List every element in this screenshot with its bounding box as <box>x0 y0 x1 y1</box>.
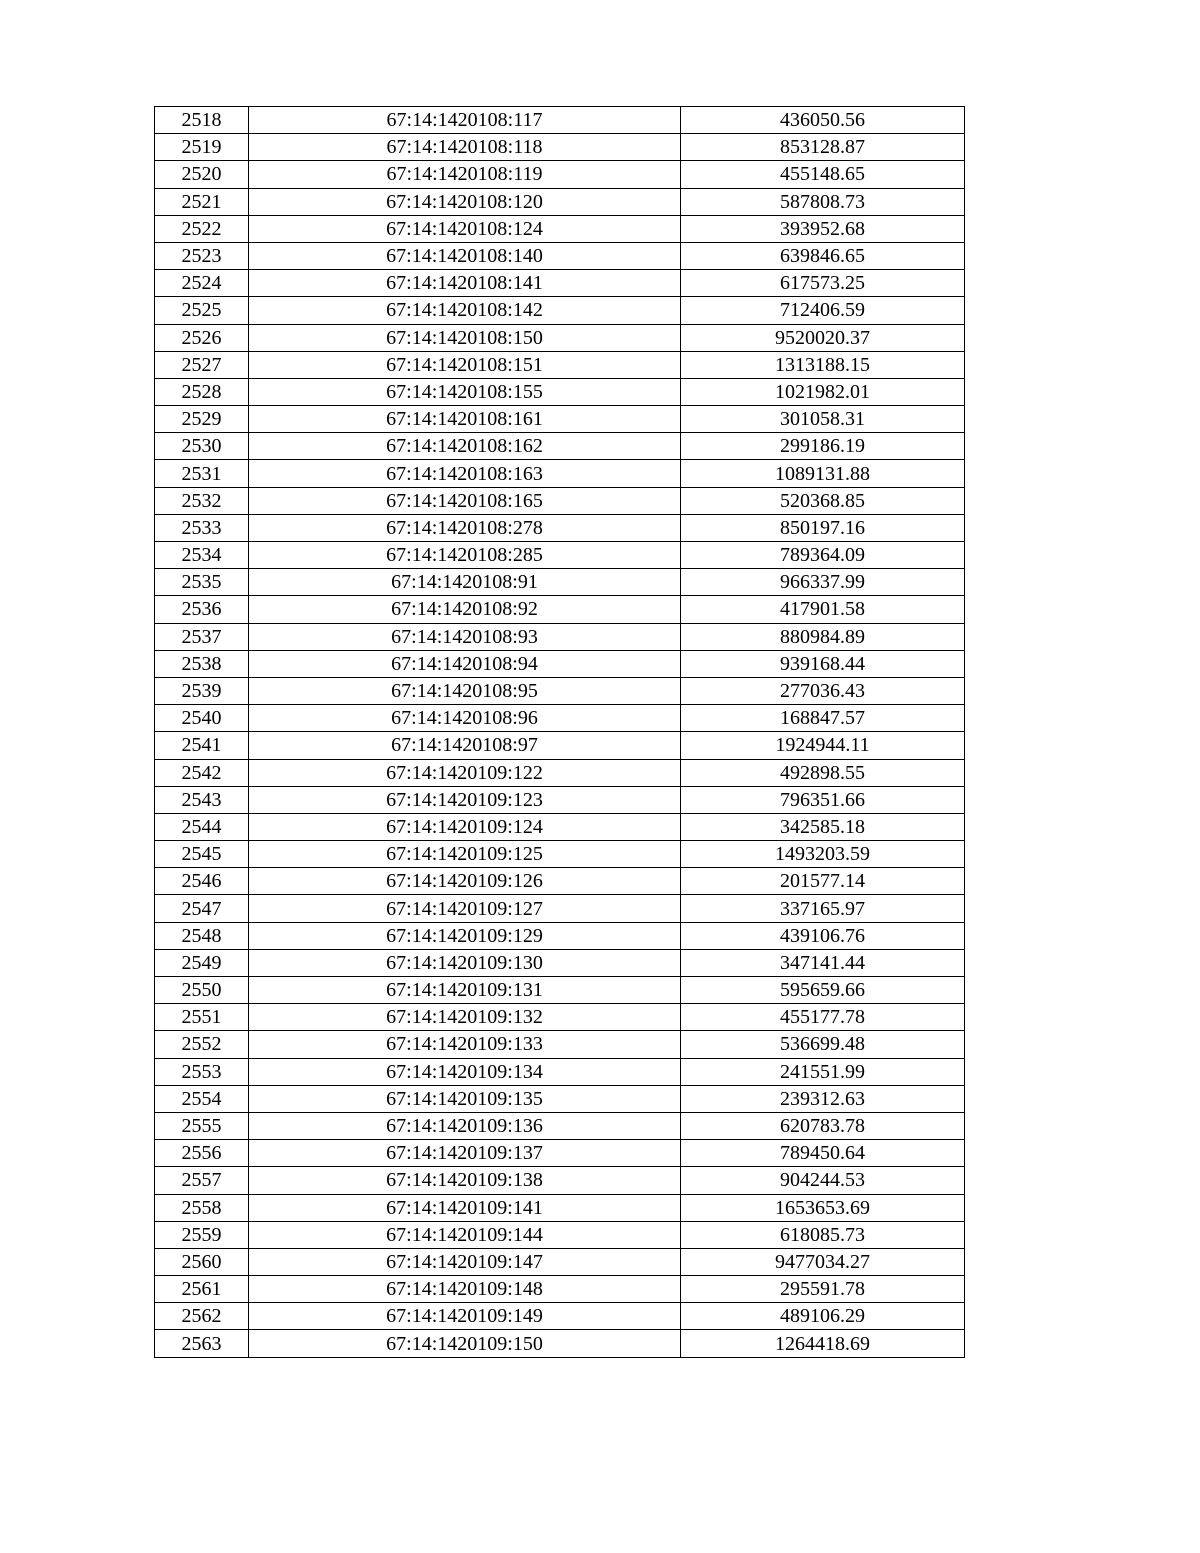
cadastral-number-cell: 67:14:1420108:118 <box>249 134 681 161</box>
value-cell: 789364.09 <box>681 542 965 569</box>
cadastral-number-cell: 67:14:1420109:133 <box>249 1031 681 1058</box>
cadastral-number-cell: 67:14:1420109:134 <box>249 1058 681 1085</box>
value-cell: 9477034.27 <box>681 1248 965 1275</box>
value-cell: 168847.57 <box>681 705 965 732</box>
cadastral-number-cell: 67:14:1420108:96 <box>249 705 681 732</box>
table-row <box>155 623 965 650</box>
value-cell: 239312.63 <box>681 1085 965 1112</box>
cadastral-number-cell: 67:14:1420108:93 <box>249 623 681 650</box>
value-cell: 492898.55 <box>681 759 965 786</box>
row-number-cell: 2557 <box>155 1167 249 1194</box>
value-cell: 595659.66 <box>681 977 965 1004</box>
cadastral-number-cell: 67:14:1420108:120 <box>249 188 681 215</box>
table-row <box>155 569 965 596</box>
row-number-cell: 2550 <box>155 977 249 1004</box>
cadastral-number-cell: 67:14:1420109:138 <box>249 1167 681 1194</box>
value-cell: 455177.78 <box>681 1004 965 1031</box>
value-cell: 520368.85 <box>681 487 965 514</box>
table-row <box>155 868 965 895</box>
row-number-cell: 2521 <box>155 188 249 215</box>
row-number-cell: 2537 <box>155 623 249 650</box>
row-number-cell: 2519 <box>155 134 249 161</box>
value-cell: 853128.87 <box>681 134 965 161</box>
cadastral-number-cell: 67:14:1420108:140 <box>249 242 681 269</box>
value-cell: 241551.99 <box>681 1058 965 1085</box>
row-number-cell: 2530 <box>155 433 249 460</box>
table-row <box>155 1194 965 1221</box>
cadastral-number-cell: 67:14:1420108:285 <box>249 542 681 569</box>
table-row <box>155 977 965 1004</box>
value-cell: 1021982.01 <box>681 378 965 405</box>
cadastral-number-cell: 67:14:1420109:132 <box>249 1004 681 1031</box>
table-row <box>155 1167 965 1194</box>
value-cell: 880984.89 <box>681 623 965 650</box>
table-row <box>155 922 965 949</box>
value-cell: 904244.53 <box>681 1167 965 1194</box>
value-cell: 1089131.88 <box>681 460 965 487</box>
row-number-cell: 2556 <box>155 1140 249 1167</box>
row-number-cell: 2540 <box>155 705 249 732</box>
table-row <box>155 107 965 134</box>
table-row <box>155 786 965 813</box>
row-number-cell: 2535 <box>155 569 249 596</box>
value-cell: 789450.64 <box>681 1140 965 1167</box>
cadastral-number-cell: 67:14:1420108:92 <box>249 596 681 623</box>
row-number-cell: 2531 <box>155 460 249 487</box>
value-cell: 1924944.11 <box>681 732 965 759</box>
row-number-cell: 2543 <box>155 786 249 813</box>
cadastral-number-cell: 67:14:1420109:148 <box>249 1276 681 1303</box>
cadastral-number-cell: 67:14:1420108:163 <box>249 460 681 487</box>
table-row <box>155 406 965 433</box>
table-row <box>155 433 965 460</box>
row-number-cell: 2534 <box>155 542 249 569</box>
table-row <box>155 732 965 759</box>
table-row <box>155 351 965 378</box>
table-row <box>155 759 965 786</box>
cadastral-number-cell: 67:14:1420109:130 <box>249 949 681 976</box>
value-cell: 618085.73 <box>681 1221 965 1248</box>
table-row <box>155 813 965 840</box>
table-row <box>155 1248 965 1275</box>
value-cell: 439106.76 <box>681 922 965 949</box>
cadastral-number-cell: 67:14:1420108:141 <box>249 270 681 297</box>
table-row <box>155 596 965 623</box>
row-number-cell: 2532 <box>155 487 249 514</box>
table-row <box>155 487 965 514</box>
row-number-cell: 2522 <box>155 215 249 242</box>
value-cell: 9520020.37 <box>681 324 965 351</box>
row-number-cell: 2544 <box>155 813 249 840</box>
row-number-cell: 2523 <box>155 242 249 269</box>
cadastral-number-cell: 67:14:1420109:136 <box>249 1112 681 1139</box>
table-row <box>155 1004 965 1031</box>
value-cell: 617573.25 <box>681 270 965 297</box>
data-table <box>154 106 965 1358</box>
table-row <box>155 949 965 976</box>
table-row <box>155 134 965 161</box>
row-number-cell: 2551 <box>155 1004 249 1031</box>
row-number-cell: 2549 <box>155 949 249 976</box>
row-number-cell: 2536 <box>155 596 249 623</box>
row-number-cell: 2527 <box>155 351 249 378</box>
row-number-cell: 2562 <box>155 1303 249 1330</box>
row-number-cell: 2520 <box>155 161 249 188</box>
value-cell: 301058.31 <box>681 406 965 433</box>
row-number-cell: 2563 <box>155 1330 249 1357</box>
table-row <box>155 378 965 405</box>
value-cell: 489106.29 <box>681 1303 965 1330</box>
value-cell: 620783.78 <box>681 1112 965 1139</box>
cadastral-number-cell: 67:14:1420108:95 <box>249 677 681 704</box>
value-cell: 587808.73 <box>681 188 965 215</box>
row-number-cell: 2526 <box>155 324 249 351</box>
value-cell: 639846.65 <box>681 242 965 269</box>
value-cell: 347141.44 <box>681 949 965 976</box>
value-cell: 417901.58 <box>681 596 965 623</box>
cadastral-number-cell: 67:14:1420108:165 <box>249 487 681 514</box>
cadastral-number-cell: 67:14:1420109:135 <box>249 1085 681 1112</box>
row-number-cell: 2545 <box>155 841 249 868</box>
row-number-cell: 2546 <box>155 868 249 895</box>
value-cell: 712406.59 <box>681 297 965 324</box>
row-number-cell: 2555 <box>155 1112 249 1139</box>
table-row <box>155 1330 965 1357</box>
row-number-cell: 2528 <box>155 378 249 405</box>
row-number-cell: 2554 <box>155 1085 249 1112</box>
table-row <box>155 705 965 732</box>
row-number-cell: 2559 <box>155 1221 249 1248</box>
value-cell: 299186.19 <box>681 433 965 460</box>
table-row <box>155 514 965 541</box>
cadastral-number-cell: 67:14:1420109:131 <box>249 977 681 1004</box>
row-number-cell: 2553 <box>155 1058 249 1085</box>
value-cell: 455148.65 <box>681 161 965 188</box>
row-number-cell: 2539 <box>155 677 249 704</box>
table-row <box>155 1221 965 1248</box>
row-number-cell: 2541 <box>155 732 249 759</box>
value-cell: 1313188.15 <box>681 351 965 378</box>
cadastral-number-cell: 67:14:1420109:147 <box>249 1248 681 1275</box>
row-number-cell: 2552 <box>155 1031 249 1058</box>
row-number-cell: 2547 <box>155 895 249 922</box>
cadastral-number-cell: 67:14:1420108:97 <box>249 732 681 759</box>
row-number-cell: 2524 <box>155 270 249 297</box>
cadastral-number-cell: 67:14:1420109:126 <box>249 868 681 895</box>
cadastral-number-cell: 67:14:1420108:151 <box>249 351 681 378</box>
cadastral-number-cell: 67:14:1420109:123 <box>249 786 681 813</box>
row-number-cell: 2542 <box>155 759 249 786</box>
cadastral-number-cell: 67:14:1420109:141 <box>249 1194 681 1221</box>
value-cell: 277036.43 <box>681 677 965 704</box>
value-cell: 536699.48 <box>681 1031 965 1058</box>
cadastral-number-cell: 67:14:1420108:117 <box>249 107 681 134</box>
cadastral-number-cell: 67:14:1420109:127 <box>249 895 681 922</box>
value-cell: 966337.99 <box>681 569 965 596</box>
cadastral-number-cell: 67:14:1420108:94 <box>249 650 681 677</box>
table-body <box>155 107 965 1358</box>
cadastral-number-cell: 67:14:1420108:91 <box>249 569 681 596</box>
value-cell: 337165.97 <box>681 895 965 922</box>
row-number-cell: 2561 <box>155 1276 249 1303</box>
table-row <box>155 1085 965 1112</box>
value-cell: 393952.68 <box>681 215 965 242</box>
table-row <box>155 297 965 324</box>
value-cell: 1653653.69 <box>681 1194 965 1221</box>
row-number-cell: 2518 <box>155 107 249 134</box>
table-row <box>155 542 965 569</box>
row-number-cell: 2533 <box>155 514 249 541</box>
value-cell: 342585.18 <box>681 813 965 840</box>
row-number-cell: 2529 <box>155 406 249 433</box>
cadastral-number-cell: 67:14:1420109:122 <box>249 759 681 786</box>
row-number-cell: 2558 <box>155 1194 249 1221</box>
table-row <box>155 460 965 487</box>
value-cell: 796351.66 <box>681 786 965 813</box>
value-cell: 1493203.59 <box>681 841 965 868</box>
row-number-cell: 2525 <box>155 297 249 324</box>
cadastral-number-cell: 67:14:1420108:278 <box>249 514 681 541</box>
row-number-cell: 2548 <box>155 922 249 949</box>
value-cell: 436050.56 <box>681 107 965 134</box>
cadastral-number-cell: 67:14:1420109:124 <box>249 813 681 840</box>
table-row <box>155 1140 965 1167</box>
table-row <box>155 1276 965 1303</box>
value-cell: 201577.14 <box>681 868 965 895</box>
cadastral-number-cell: 67:14:1420108:124 <box>249 215 681 242</box>
value-cell: 295591.78 <box>681 1276 965 1303</box>
table-row <box>155 677 965 704</box>
table-row <box>155 841 965 868</box>
cadastral-number-cell: 67:14:1420108:155 <box>249 378 681 405</box>
cadastral-number-cell: 67:14:1420109:129 <box>249 922 681 949</box>
value-cell: 939168.44 <box>681 650 965 677</box>
row-number-cell: 2538 <box>155 650 249 677</box>
table-row <box>155 1303 965 1330</box>
cadastral-number-cell: 67:14:1420109:144 <box>249 1221 681 1248</box>
cadastral-number-cell: 67:14:1420109:149 <box>249 1303 681 1330</box>
cadastral-number-cell: 67:14:1420109:150 <box>249 1330 681 1357</box>
table-row <box>155 1058 965 1085</box>
value-cell: 850197.16 <box>681 514 965 541</box>
table-row <box>155 324 965 351</box>
value-cell: 1264418.69 <box>681 1330 965 1357</box>
table-row <box>155 1031 965 1058</box>
row-number-cell: 2560 <box>155 1248 249 1275</box>
table-row <box>155 1112 965 1139</box>
table-row <box>155 161 965 188</box>
cadastral-number-cell: 67:14:1420108:142 <box>249 297 681 324</box>
table-row <box>155 895 965 922</box>
cadastral-number-cell: 67:14:1420108:161 <box>249 406 681 433</box>
cadastral-number-cell: 67:14:1420109:125 <box>249 841 681 868</box>
table-row <box>155 188 965 215</box>
table-row <box>155 242 965 269</box>
table-row <box>155 650 965 677</box>
table-row <box>155 270 965 297</box>
cadastral-number-cell: 67:14:1420108:162 <box>249 433 681 460</box>
table-row <box>155 215 965 242</box>
cadastral-number-cell: 67:14:1420108:150 <box>249 324 681 351</box>
cadastral-number-cell: 67:14:1420108:119 <box>249 161 681 188</box>
cadastral-number-cell: 67:14:1420109:137 <box>249 1140 681 1167</box>
